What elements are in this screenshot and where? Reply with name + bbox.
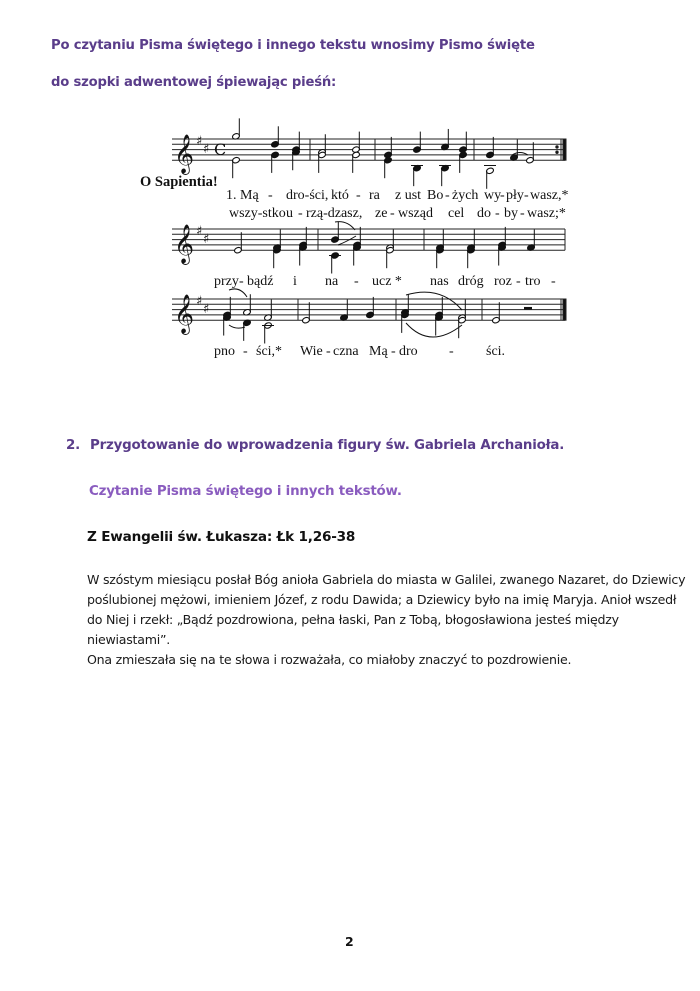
- syllable: dróg: [458, 274, 484, 289]
- syllable: Wie: [300, 344, 323, 359]
- syllable: -: [445, 188, 450, 203]
- syllable: żych: [452, 188, 479, 203]
- treble-clef-icon: 𝄞: [174, 224, 195, 265]
- syllable: cel: [448, 206, 465, 221]
- syllable: ze: [375, 206, 388, 221]
- sharp-icon: ♯: [196, 224, 203, 239]
- verse-number: 1.: [226, 188, 237, 203]
- syllable: wy: [484, 188, 502, 203]
- section-2-subheading: Czytanie Pisma świętego i innych tekstów.: [89, 484, 402, 499]
- syllable: rzą-dzasz,: [306, 206, 363, 221]
- common-time-icon: C: [214, 140, 227, 159]
- syllable: na: [325, 274, 339, 289]
- syllable: -: [354, 274, 359, 289]
- intro-line-1: Po czytaniu Pisma świętego i innego tekstu wnosimy Pismo święte: [51, 38, 535, 53]
- syllable: wsząd: [398, 206, 433, 221]
- staves: [172, 139, 566, 320]
- passage-line: W szóstym miesiącu posłał Bóg anioła Gabriela do miasta w Galilei, zwanego Nazaret, do Dziewicy: [87, 572, 686, 587]
- passage-line: Ona zmieszała się na te słowa i rozważała, co miałoby znaczyć to pozdrowienie.: [87, 652, 572, 667]
- passage-line: poślubionej mężowi, imieniem Józef, z rodu Dawida; a Dziewicy było na imię Maryja. Anioł wszedł: [87, 592, 677, 607]
- syllable: do: [477, 206, 491, 221]
- syllable: ści,*: [256, 344, 283, 359]
- syllable: pły: [506, 188, 524, 203]
- syllable: bądź: [247, 274, 274, 289]
- slur: [406, 323, 462, 337]
- syllable: -: [298, 206, 303, 221]
- syllable: pno: [214, 344, 235, 359]
- sharp-icon: ♯: [203, 232, 210, 247]
- sharp-icon: ♯: [196, 134, 203, 149]
- lyrics-system-1-line-2: [229, 206, 566, 221]
- repeat-dot: [556, 146, 558, 148]
- syllable: -: [268, 188, 273, 203]
- section-title: Przygotowanie do wprowadzenia figury św. Gabriela Archanioła.: [90, 438, 565, 453]
- syllable: -: [524, 188, 529, 203]
- slur: [406, 292, 462, 310]
- syllable: wszy-stko: [229, 206, 286, 221]
- syllable: -: [500, 188, 505, 203]
- syllable: -: [243, 344, 248, 359]
- lyrics-system-2: [214, 274, 556, 289]
- syllable: Bo: [427, 188, 444, 203]
- gospel-passage: [87, 570, 687, 670]
- syllable: nas: [430, 274, 449, 289]
- score-title: O Sapientia!: [140, 174, 218, 190]
- treble-clef-icon: 𝄞: [174, 134, 195, 175]
- half-rest-icon: [524, 307, 532, 310]
- music-score: [0, 0, 700, 400]
- syllable: ucz *: [372, 274, 402, 289]
- final-barline: [563, 299, 566, 320]
- repeat-dot: [556, 151, 558, 153]
- slur: [229, 289, 247, 297]
- slur: [338, 236, 356, 245]
- slur: [229, 325, 245, 328]
- syllable: -: [449, 344, 454, 359]
- syllable: u: [286, 206, 293, 221]
- syllable: -: [390, 206, 395, 221]
- syllable: Mą: [369, 344, 388, 359]
- syllable: -: [495, 206, 500, 221]
- syllable: -: [516, 274, 521, 289]
- syllable: wasz;*: [527, 206, 566, 221]
- syllable: by: [504, 206, 518, 221]
- syllable: przy: [214, 274, 239, 289]
- syllable: -: [326, 344, 331, 359]
- sharp-icon: ♯: [203, 142, 210, 157]
- passage-line: niewiastami”.: [87, 632, 171, 647]
- syllable: tro: [525, 274, 541, 289]
- sharp-icon: ♯: [203, 302, 210, 317]
- syllable: Mą: [240, 188, 259, 203]
- syllable: -: [356, 188, 361, 203]
- final-barline: [563, 139, 566, 160]
- syllable: dro: [399, 344, 418, 359]
- page-number: 2: [345, 934, 354, 949]
- lyrics-system-3: [214, 344, 505, 359]
- intro-line-2: do szopki adwentowej śpiewając pieśń:: [51, 75, 337, 90]
- syllable: wasz,*: [530, 188, 569, 203]
- syllable: -: [520, 206, 525, 221]
- passage-line: do Niej i rzekł: „Bądź pozdrowiona, pełna łaski, Pan z Tobą, błogosławiona jesteś między: [87, 612, 619, 627]
- syllable: -: [391, 344, 396, 359]
- syllable: z ust: [395, 188, 422, 203]
- syllable: -: [239, 274, 244, 289]
- syllable: dro-ści,: [286, 188, 329, 203]
- lyrics-system-1-line-1: [240, 188, 569, 203]
- syllable: -: [551, 274, 556, 289]
- syllable: roz: [494, 274, 512, 289]
- syllable: ści.: [486, 344, 506, 359]
- syllable: i: [293, 274, 297, 289]
- syllable: któ: [331, 188, 349, 203]
- syllable: ra: [369, 188, 380, 203]
- sharp-icon: ♯: [196, 294, 203, 309]
- gospel-reference: Z Ewangelii św. Łukasza: Łk 1,26-38: [87, 529, 356, 545]
- section-2-heading: [66, 438, 564, 453]
- treble-clef-icon: 𝄞: [174, 294, 195, 335]
- section-number: 2.: [66, 438, 81, 453]
- syllable: czna: [333, 344, 359, 359]
